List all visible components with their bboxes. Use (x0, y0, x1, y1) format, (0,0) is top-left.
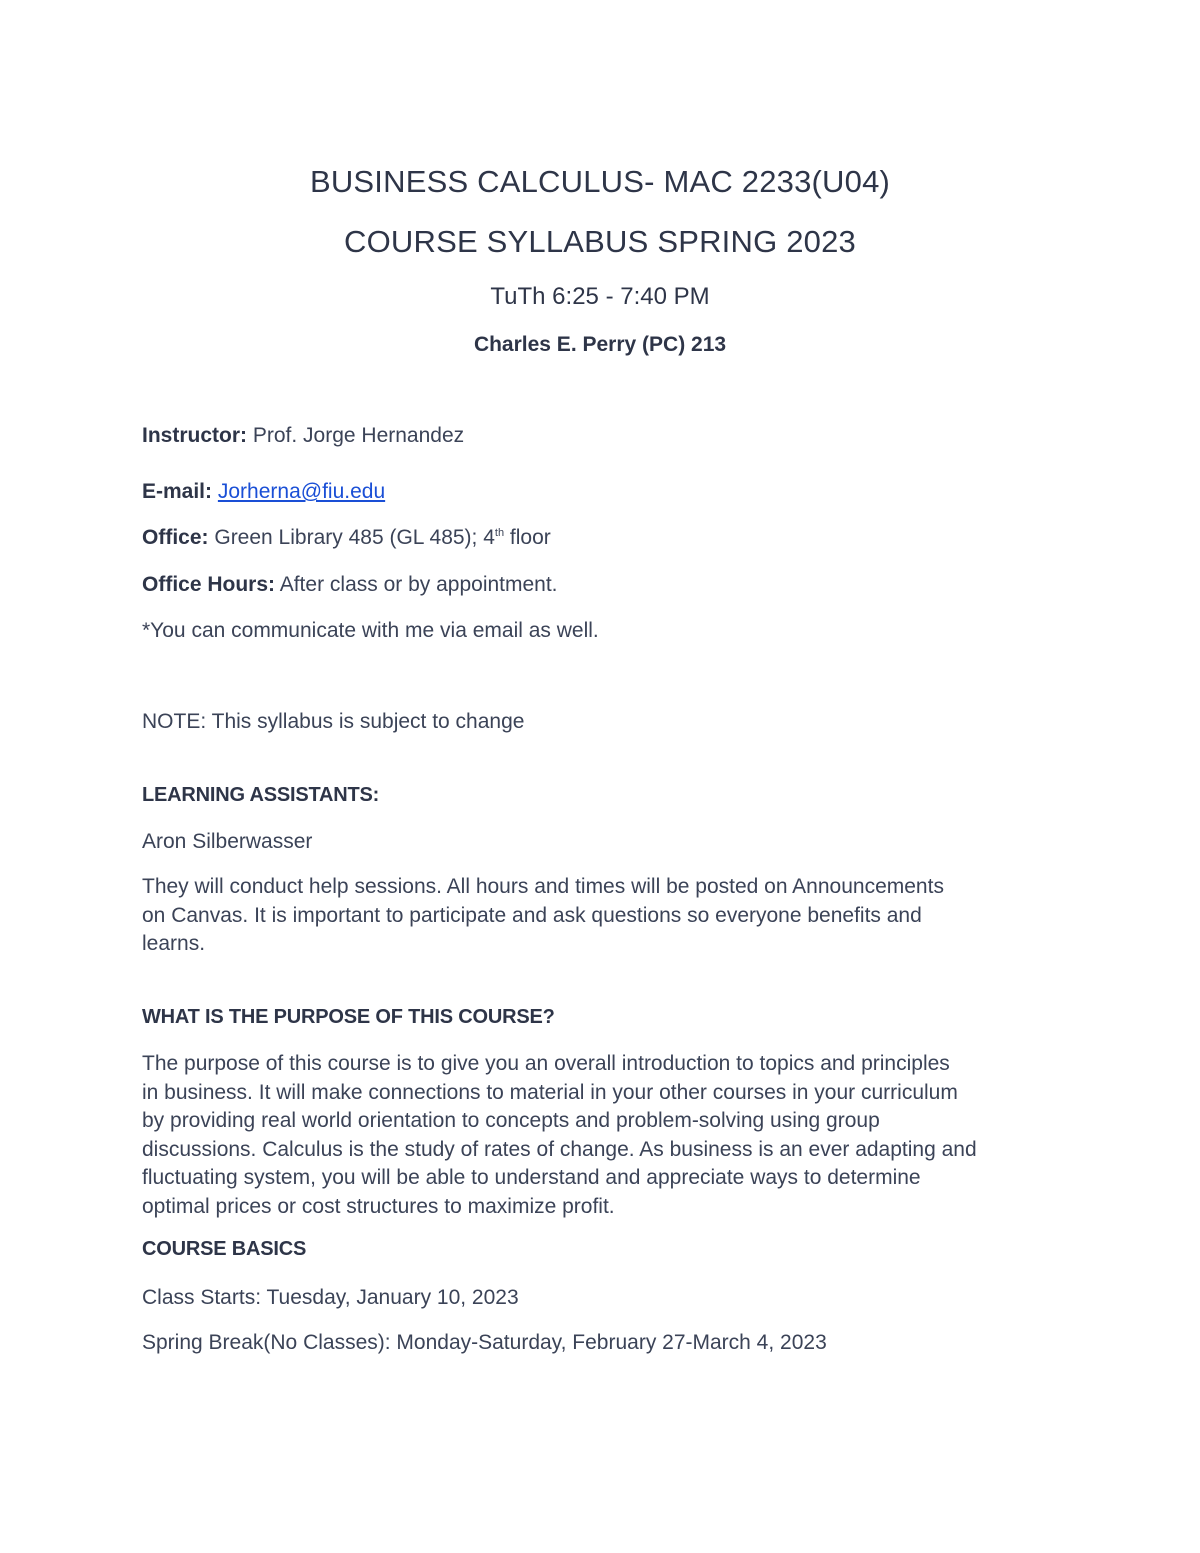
syllabus-notice: NOTE: This syllabus is subject to change (142, 710, 525, 733)
paragraph-line: They will conduct help sessions. All hours and times will be posted on Announcements (142, 875, 944, 898)
learning-assistants-heading: LEARNING ASSISTANTS: (142, 784, 380, 806)
class-starts: Class Starts: Tuesday, January 10, 2023 (142, 1286, 519, 1309)
paragraph-line: The purpose of this course is to give you an overall introduction to topics and principles (142, 1052, 950, 1075)
course-title: BUSINESS CALCULUS- MAC 2233(U04) (309, 164, 891, 199)
email-line (142, 478, 385, 506)
email-colon: : (205, 480, 213, 503)
office-floor: floor (504, 526, 551, 549)
office-hours-value: After class or by appointment. (279, 573, 558, 596)
instructor-line (142, 422, 464, 450)
course-basics-heading: COURSE BASICS (142, 1238, 307, 1260)
paragraph-line: in business. It will make connections to material in your other courses in your curriculum (142, 1080, 958, 1104)
instructor-colon: : (240, 424, 248, 447)
email-note: *You can communicate with me via email as well. (142, 619, 599, 642)
instructor-name: Prof. Jorge Hernandez (252, 424, 465, 447)
office-hours-label: Office Hours (142, 573, 269, 596)
instructor-label: Instructor (142, 424, 241, 447)
learning-assistants-description (142, 873, 1062, 959)
class-schedule: TuTh 6:25 - 7:40 PM (490, 283, 710, 310)
email-label: E-mail (142, 480, 206, 503)
paragraph-line: fluctuating system, you will be able to understand and appreciate ways to determine (142, 1166, 921, 1189)
email-link[interactable]: Jorherna@fiu.edu (217, 480, 386, 503)
office-label: Office (142, 526, 202, 549)
office-colon: : (201, 526, 209, 549)
syllabus-title: COURSE SYLLABUS SPRING 2023 (344, 224, 856, 259)
paragraph-line: on Canvas. It is important to participate and ask questions so everyone benefits and (142, 903, 922, 927)
paragraph-line: discussions. Calculus is the study of rates of change. As business is an ever adapting and (142, 1137, 977, 1161)
purpose-heading: WHAT IS THE PURPOSE OF THIS COURSE? (142, 1006, 555, 1028)
office-hours-colon: : (268, 573, 276, 596)
purpose-paragraph (142, 1050, 1062, 1221)
paragraph-line: optimal prices or cost structures to maximize profit. (142, 1194, 615, 1218)
office-hours-line (142, 571, 558, 599)
office-floor-suffix: th (494, 527, 505, 539)
paragraph-line: learns. (142, 932, 206, 955)
office-line (142, 524, 551, 552)
paragraph-line: by providing real world orientation to concepts and problem-solving using group (142, 1109, 880, 1132)
office-location: Green Library 485 (GL 485); 4 (214, 526, 495, 549)
learning-assistant-name: Aron Silberwasser (142, 830, 313, 853)
class-location: Charles E. Perry (PC) 213 (473, 333, 727, 356)
spring-break: Spring Break(No Classes): Monday-Saturday, February 27-March 4, 2023 (142, 1331, 827, 1354)
